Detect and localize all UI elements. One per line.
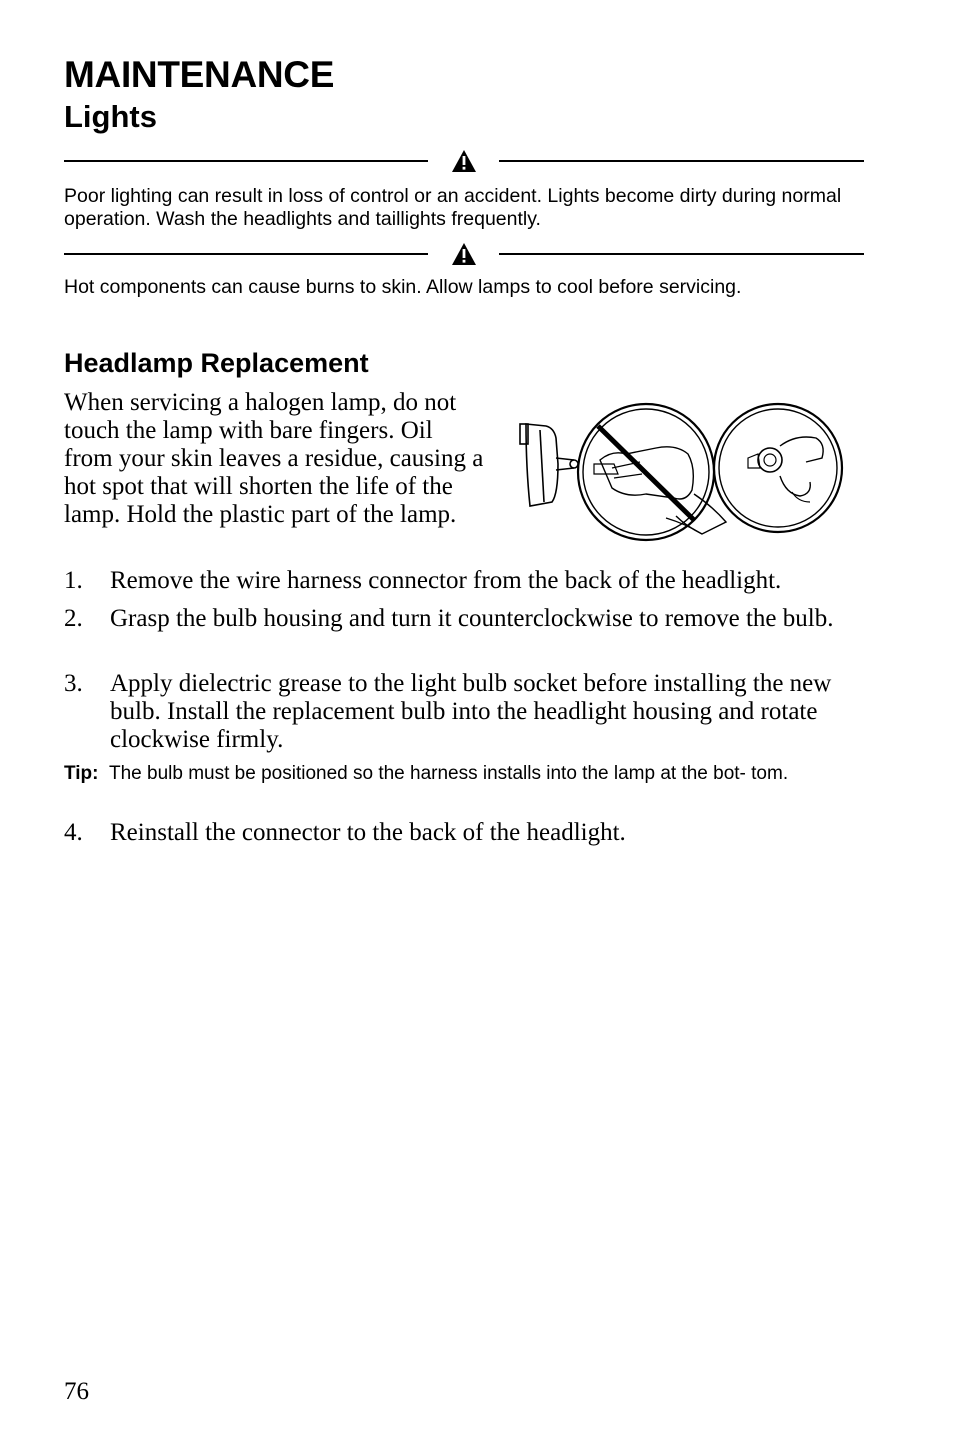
divider-line-left: [64, 253, 428, 255]
warning-text: Poor lighting can result in loss of control or an accident. Lights become dirty during normal operation. Wash the headlights and taillights frequently.: [64, 185, 842, 230]
intro-paragraph: When servicing a halogen lamp, do not touch the lamp with bare fingers. Oil from your skin leaves a residue, causing a hot spot that will shorten the life of the lamp. Hold the plastic part of the lamp.: [64, 389, 484, 528]
step-text: Grasp the bulb housing and turn it counterclockwise to remove the bulb.: [110, 605, 834, 632]
step-item: [64, 819, 864, 847]
tip-note: [64, 762, 864, 785]
step-item: [64, 567, 864, 595]
warning-divider: [64, 149, 864, 173]
warning-triangle-icon: [451, 242, 477, 266]
step-number: 4.: [64, 819, 83, 846]
step-text: Reinstall the connector to the back of the headlight.: [110, 819, 626, 846]
divider-line-right: [499, 253, 864, 255]
step-number: 3.: [64, 670, 83, 697]
correct-handling-circle-drawing: [714, 404, 842, 532]
warning-triangle-icon: [451, 149, 477, 173]
step-text: Remove the wire harness connector from the back of the headlight.: [110, 567, 782, 594]
warning-text: Hot components can cause burns to skin. Allow lamps to cool before servicing.: [64, 276, 742, 298]
step-text: Apply dielectric grease to the light bulb socket before installing the new bulb. Install the replacement bulb into the headlight housing and rotate clockwise firmly.: [110, 670, 832, 753]
step-number: 2.: [64, 605, 83, 632]
divider-line-right: [499, 160, 864, 162]
page-number: 76: [64, 1378, 89, 1405]
divider-line-left: [64, 160, 428, 162]
bulb-handling-illustration: [516, 398, 846, 548]
section-subtitle: Lights: [64, 99, 157, 134]
tip-label: Tip:: [64, 763, 99, 784]
warning-divider: [64, 242, 864, 266]
prohibition-circle-drawing: [578, 404, 726, 540]
step-number: 1.: [64, 567, 83, 594]
step-item: [64, 605, 864, 633]
tip-text: The bulb must be positioned so the harness installs into the lamp at the bot- tom.: [109, 763, 789, 784]
section-title: MAINTENANCE: [64, 54, 335, 95]
step-item: [64, 670, 864, 754]
headlight-housing-drawing: [520, 424, 578, 506]
headlamp-heading: Headlamp Replacement: [64, 348, 369, 378]
